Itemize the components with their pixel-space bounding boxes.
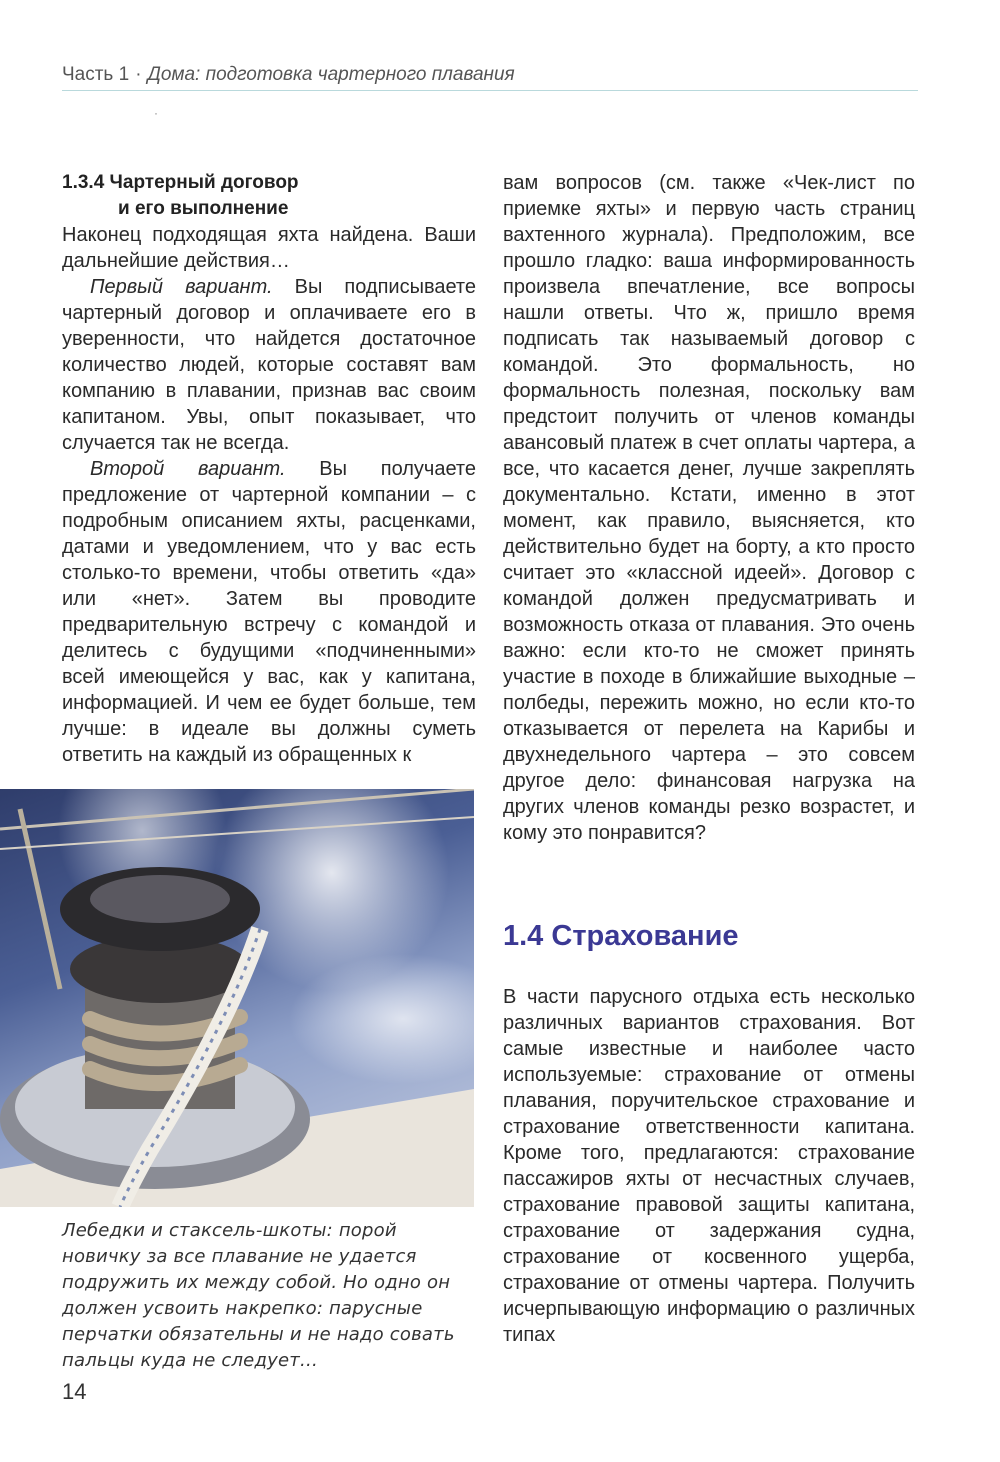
- page-number: 14: [62, 1379, 87, 1404]
- paragraph-insurance: В части парусного отдыха есть несколько различных вариантов страхования. Вот самые известные и наиболее часто используемые: страхование от отмены плавания, поручительское страхование и страхование ответственности капитана. Кроме того, предлагаются: страхование пассажиров яхты от несчастных случаев, страхование правовой защиты капитана, страхование от задержания судна, страхование от косвенного ущерба, страхование от отмены чартера. Получить исчерпывающую информацию о различных типах: [503, 986, 915, 1346]
- paragraph-continued: вам вопросов (см. также «Чек-лист по приемке яхты» и первую часть страниц вахтенного журнала). Предположим, все прошло гладко: ваша информированность произвела впечатление, все вопросы нашли ответы. Что ж, пришло время подписать так называемый договор с командой. Это формальность, но формальность полезная, поскольку вам предстоит получить от членов команды авансовый платеж в счет оплаты чартера, а все, что касается денег, лучше закреплять документально. Кстати, именно в этот момент, как правило, выясняется, кто действительно будет на борту, а кто просто считает это «классной идеей». Договор с командой должен предусматривать и возможность отказа от плавания. Это очень важно: если кто-то не сможет принять участие в походе в ближайшие выходные – полбеды, пережить можно, но если кто-то отказывается от перелета на Карибы и двухнедельного чартера – это совсем другое дело: финансовая нагрузка на других членов команды резко возрастет, и кому это понравится?: [503, 172, 915, 844]
- header-chapter: Дома: подготовка чартерного плавания: [147, 64, 515, 85]
- header-part: Часть 1: [62, 64, 130, 85]
- right-column: [503, 170, 915, 846]
- figure-caption: Лебедки и стаксель-шкоты: порой новичку за все плавание не удается подружить их между собой. Но одно он должен усвоить накрепко: парусные перчатки обязательны и не надо совать пальцы куда не следует…: [62, 1220, 455, 1371]
- header-separator: ·: [135, 64, 142, 85]
- winch-illustration: [0, 789, 474, 1207]
- first-variant-lead: Первый вариант.: [90, 276, 273, 298]
- left-column: [62, 170, 476, 768]
- second-variant-lead: Второй вариант.: [90, 458, 286, 480]
- insurance-section: [503, 984, 915, 1348]
- section-title-1-4: 1.4 Страхование: [503, 920, 739, 952]
- running-header: [62, 64, 918, 91]
- section-title-1-3-4: [62, 170, 476, 222]
- stray-mark: ·: [154, 106, 158, 120]
- paragraph-first-variant: [62, 274, 476, 456]
- section-title-line1: 1.3.4 Чартерный договор: [62, 172, 299, 193]
- paragraph-intro: Наконец подходящая яхта найдена. Ваши дальнейшие действия…: [62, 224, 476, 272]
- first-variant-text: Вы подписываете чартерный договор и оплачиваете его в уверенности, что найдется достаточное количество людей, которые составят вам компанию в плавании, признав вас своим капитаном. Увы, опыт показывает, что случается так не всегда.: [62, 276, 476, 454]
- winch-photo: [0, 789, 474, 1207]
- paragraph-second-variant: [62, 456, 476, 768]
- section-title-line2: и его выполнение: [118, 198, 289, 219]
- second-variant-text: Вы получаете предложение от чартерной компании – с подробным описанием яхты, расценками, датами и уведомлением, что у вас есть столько-то времени, чтобы ответить «да» или «нет». Затем вы проводите предварительную встречу с командой и делитесь с будущими «подчиненными» всей имеющейся у вас, как у капитана, информацией. И чем ее будет больше, тем лучше: в идеале вы должны суметь ответить на каждый из обращенных к: [62, 458, 476, 766]
